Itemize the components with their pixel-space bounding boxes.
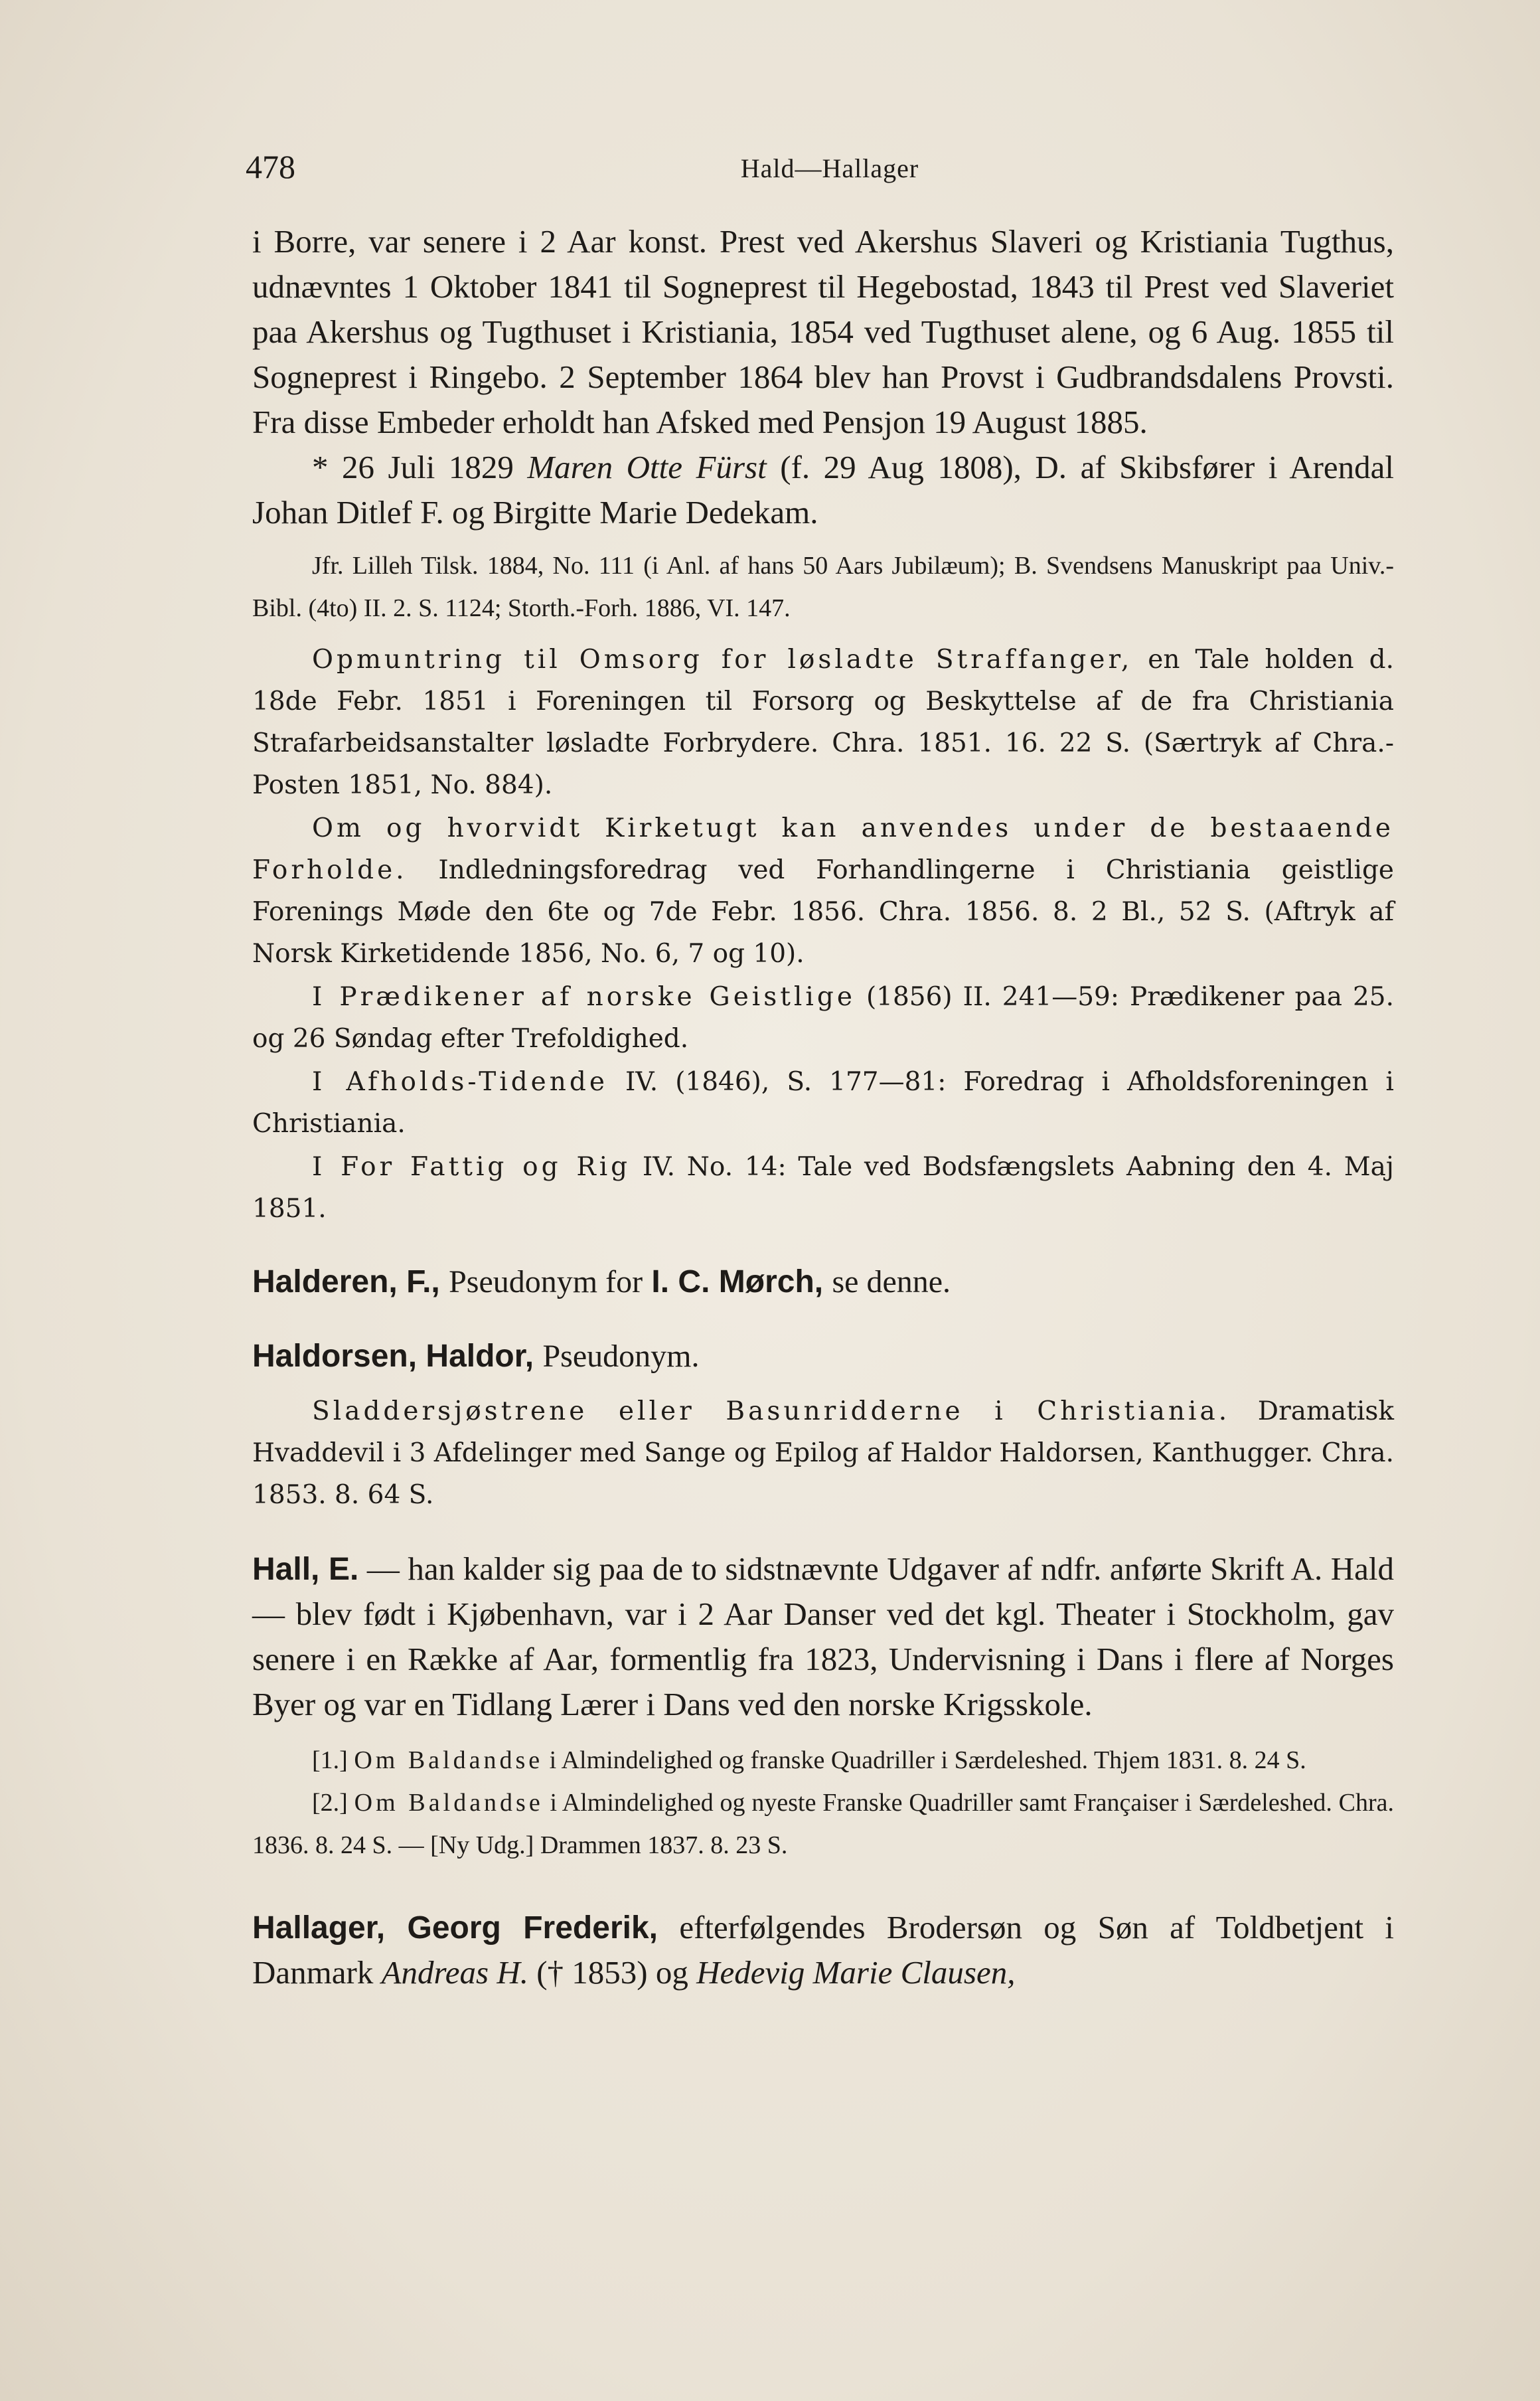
page-number: 478: [246, 148, 295, 185]
page-content: [252, 219, 1394, 1995]
work-details: Indledningsforedrag ved Forhandlingerne i Christiania geistlige Forenings Møde den 6te og 7de Febr. 1856. Chra. 1856. 8. 2 Bl., 52 S. (Aftryk af Norsk Kirketidende 1856, No. 6, 7 og 10).: [252, 855, 1394, 969]
work-details: Dramatisk Hvaddevil i 3 Afdelinger med Sange og Epilog af Haldor Haldorsen, Kanthugger. Chra. 1853. 8. 64 S.: [252, 1396, 1394, 1510]
hald-biography: i Borre, var senere i 2 Aar konst. Prest ved Akershus Slaveri og Kristiania Tugthus, udnævntes 1 Oktober 1841 til Sogneprest til Hegebostad, 1843 til Prest ved Slaveriet paa Akershus og Tugthuset i Kristiania, 1854 ved Tugthuset alene, og 6 Aug. 1855 til Sogneprest i Ringebo. 2 September 1864 blev han Provst i Gudbrandsdalens Provsti. Fra disse Embeder erholdt han Afsked med Pensjon 19 August 1885.: [252, 223, 1394, 440]
hald-references: Jfr. Lilleh Tilsk. 1884, No. 111 (i Anl. af hans 50 Aars Jubilæum); B. Svendsens Manuskript paa Univ.-Bibl. (4to) II. 2. S. 1124; Storth.-Forh. 1886, VI. 147.: [252, 552, 1394, 622]
work-details: i Almindelighed og franske Quadriller i Særdeleshed. Thjem 1831. 8. 24 S.: [549, 1746, 1306, 1774]
running-head: Hald—Hallager: [740, 153, 919, 183]
entry-text: se denne.: [832, 1264, 951, 1299]
work-item: [252, 807, 1394, 975]
work-item: [252, 1146, 1394, 1230]
work-title: I Afholds-Tidende: [312, 1067, 608, 1097]
work-details: en Tale holden d. 18de Febr. 1851 i Foreningen til Forsorg og Beskyttelse af de fra Christiania Strafarbeidsanstalter løsladte Forbrydere. Chra. 1851. 16. 22 S. (Særtryk af Chra.-Posten 1851, No. 884).: [252, 645, 1394, 800]
work-number: [1.]: [312, 1746, 348, 1774]
spouse-name: Maren Otte Fürst: [527, 449, 767, 485]
entry-text: Pseudonym for: [449, 1264, 643, 1299]
work-item: [252, 976, 1394, 1060]
hall-works: [252, 1739, 1394, 1866]
entry-text: († 1853) og: [536, 1954, 688, 1991]
work-number: [2.]: [312, 1789, 348, 1817]
entry-name: Hallager, Georg Frederik,: [252, 1910, 658, 1946]
work-details: i Almindelighed og nyeste Franske Quadriller samt Françaiser i Særdeleshed. Chra. 1836. 8. 24 S. — [Ny Udg.] Drammen 1837. 8. 23 S.: [252, 1789, 1395, 1859]
spouse-details: (f. 29 Aug 1808), D. af Skibsfører i Arendal Johan Ditlef F. og Birgitte Marie Dedekam.: [252, 449, 1395, 531]
mother-name: Hedevig Marie Clausen,: [696, 1954, 1016, 1991]
work-item: [252, 1061, 1394, 1145]
work-title: I Prædikener af norske Geistlige: [312, 982, 856, 1012]
work-item: [252, 639, 1394, 806]
work-title: Om Baldandse: [354, 1746, 544, 1774]
work-details: IV. (1846), S. 177—81: Foredrag i Afholdsforeningen i Christiania.: [252, 1067, 1395, 1139]
hald-marriage: [252, 445, 1394, 535]
work-details: IV. No. 14: Tale ved Bodsfængslets Aabning den 4. Maj 1851.: [252, 1152, 1394, 1224]
work-item: [252, 1390, 1394, 1516]
work-details: (1856) II. 241—59: Prædikener paa 25. og 26 Søndag efter Trefoldighed.: [252, 982, 1394, 1054]
page-header: [246, 147, 1414, 194]
work-title: I For Fattig og Rig: [312, 1152, 631, 1182]
entry-name: Hall, E.: [252, 1552, 359, 1587]
work-item: [252, 1781, 1394, 1866]
entry-haldorsen: [252, 1335, 1394, 1378]
marriage-date: * 26 Juli 1829: [312, 449, 514, 485]
father-name: Andreas H.: [381, 1954, 528, 1991]
entry-hall: [252, 1546, 1394, 1727]
entry-name: Haldorsen, Haldor,: [252, 1339, 534, 1374]
work-title: Om og hvorvidt Kirketugt kan anvendes under de bestaaende Forholde.: [252, 813, 1394, 885]
work-title: Opmuntring til Omsorg for løsladte Straffanger,: [312, 645, 1133, 675]
entry-text: — han kalder sig paa de to sidstnævnte Udgaver af ndfr. anførte Skrift A. Hald — blev født i Kjøbenhavn, var i 2 Aar Danser ved det kgl. Theater i Stockholm, gav senere i en Række af Aar, formentlig fra 1823, Undervisning i Dans i flere af Norges Byer og var en Tidlang Lærer i Dans ved den norske Krigsskole.: [252, 1550, 1394, 1722]
entry-reference-name: I. C. Mørch,: [651, 1264, 824, 1299]
work-title: Om Baldandse: [354, 1789, 544, 1817]
work-item: [252, 1739, 1394, 1781]
entry-halderen: [252, 1260, 1394, 1304]
hald-works: [252, 639, 1394, 1230]
work-title: Sladdersjøstrene eller Basunridderne i Christiania.: [312, 1396, 1231, 1426]
entry-text: efterfølgendes Brodersøn og Søn af Toldbetjent i Danmark: [252, 1909, 1395, 1991]
entry-name: Halderen, F.,: [252, 1264, 440, 1299]
entry-text: Pseudonym.: [542, 1339, 700, 1374]
entry-hallager: [252, 1905, 1394, 1995]
